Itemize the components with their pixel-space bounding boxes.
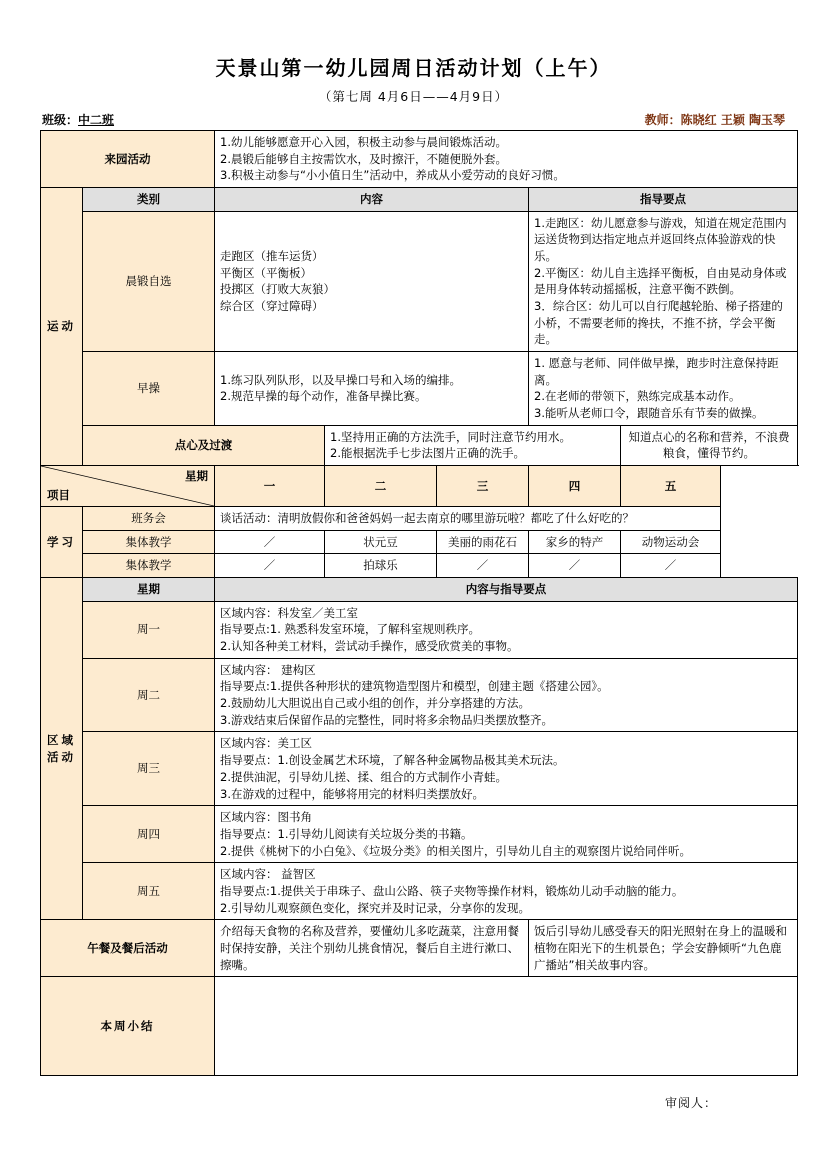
table-row-area-fri bbox=[41, 863, 798, 920]
class-value: 中二班 bbox=[78, 113, 115, 127]
table-row-study-header bbox=[41, 466, 798, 507]
area-content-1-line-2: 指导要点:1. 熟悉科发室环境，了解科室规则秩序。 bbox=[220, 622, 480, 637]
arrival-line-1: 1.幼儿能够愿意开心入园，积极主动参与晨间锻炼活动。 bbox=[220, 135, 507, 149]
study-row-3-cell-5: ／ bbox=[621, 554, 721, 578]
area-content-4-line-2: 指导要点：1.引导幼儿阅读有关垃圾分类的书籍。 bbox=[220, 826, 473, 841]
lunch-row-label: 午餐及餐后活动 bbox=[41, 920, 215, 977]
transition-guide: 知道点心的名称和营养，不浪费粮食，懂得节约。 bbox=[621, 425, 798, 465]
sport-guide-1-line-1: 1.走跑区：幼儿愿意参与游戏，知道在规定范围内运送货物到达指定地点并返回终点体验游戏的快乐。 bbox=[534, 215, 787, 264]
weekday-3: 三 bbox=[437, 466, 529, 507]
summary-content[interactable] bbox=[215, 977, 798, 1076]
area-content-1 bbox=[215, 601, 798, 658]
page-subtitle: （第七周 4月6日——4月9日） bbox=[318, 89, 509, 104]
table-row-area-thu bbox=[41, 806, 798, 863]
area-content-3 bbox=[215, 732, 798, 806]
area-content-5 bbox=[215, 863, 798, 920]
weekday-1: 一 bbox=[215, 466, 325, 507]
sport-content-2-line-1: 1.练习队列队形，以及早操口号和入场的编排。 bbox=[220, 372, 461, 387]
area-content-5-line-2: 指导要点:1.提供关于串珠子、盘山公路、筷子夹物等操作材料，锻炼幼儿动手动脑的能力。 bbox=[220, 883, 684, 898]
sport-header-content: 内容 bbox=[215, 188, 529, 212]
teacher-meta bbox=[645, 111, 785, 128]
sport-guide-1 bbox=[529, 211, 798, 351]
area-header-day: 星期 bbox=[83, 578, 215, 602]
study-row-2-cell-2: 状元豆 bbox=[325, 530, 437, 554]
lunch-left-content: 介绍每天食物的名称及营养，要懂幼儿多吃蔬菜，注意用餐时保持安静，关注个别幼儿挑食情况，餐后自主进行漱口、擦嘴。 bbox=[215, 920, 529, 977]
study-item-label-2: 集体教学 bbox=[83, 530, 215, 554]
table-row-area-mon bbox=[41, 601, 798, 658]
area-content-2-line-1: 区域内容： 建构区 bbox=[220, 662, 316, 677]
sport-guide-2 bbox=[529, 352, 798, 426]
area-content-4-line-3: 2.提供《桃树下的小白兔》、《垃圾分类》的相关图片，引导幼儿自主的观察图片说给同伴听。 bbox=[220, 843, 691, 858]
study-row-2-cell-5: 动物运动会 bbox=[621, 530, 721, 554]
area-day-1: 周一 bbox=[83, 601, 215, 658]
area-content-2-line-4: 3.游戏结束后保留作品的完整性，同时将多余物品归类摆放整齐。 bbox=[220, 712, 553, 727]
area-content-2-line-3: 2.鼓励幼儿大胆说出自己或小组的创作，并分享搭建的方法。 bbox=[220, 696, 530, 711]
arrival-line-3: 3.积极主动参与“小小值日生”活动中，养成从小爱劳动的良好习惯。 bbox=[220, 168, 565, 183]
weekday-2: 二 bbox=[325, 466, 437, 507]
lunch-right-content: 饭后引导幼儿感受春天的阳光照射在身上的温暖和植物在阳光下的生机景色；学会安静倾听“九色鹿广播站”相关故事内容。 bbox=[529, 920, 798, 977]
plan-table bbox=[40, 130, 798, 1076]
study-row-3-cell-3: ／ bbox=[437, 554, 529, 578]
area-content-1-line-3: 2.认知各种美工材料，尝试动手操作，感受欣赏美的事物。 bbox=[220, 639, 519, 654]
study-row-3-cell-4: ／ bbox=[529, 554, 621, 578]
sport-content-1 bbox=[215, 211, 529, 351]
area-day-3: 周三 bbox=[83, 732, 215, 806]
study-row-2-cell-1: ／ bbox=[215, 530, 325, 554]
sport-guide-2-line-1: 1. 愿意与老师、同伴做早操，跑步时注意保持距离。 bbox=[534, 356, 779, 387]
study-row-label: 学习 bbox=[41, 507, 83, 578]
area-content-3-line-3: 2.提供油泥，引导幼儿搓、揉、组合的方式制作小青蛙。 bbox=[220, 769, 507, 784]
table-row-weekly-summary bbox=[41, 977, 798, 1076]
transition-content-line-2: 2.能根据洗手七步法图片正确的洗手。 bbox=[330, 446, 525, 461]
study-row-2-cell-4: 家乡的特产 bbox=[529, 530, 621, 554]
table-row-transition bbox=[41, 425, 798, 465]
sport-header-category: 类别 bbox=[83, 188, 215, 212]
sport-content-1-line-4: 综合区（穿过障碍） bbox=[220, 299, 324, 314]
teacher-label: 教师： bbox=[644, 113, 681, 127]
study-row-3-cell-1: ／ bbox=[215, 554, 325, 578]
arrival-row-label: 来园活动 bbox=[41, 131, 215, 188]
class-label: 班级： bbox=[42, 113, 79, 127]
area-day-2: 周二 bbox=[83, 658, 215, 732]
area-content-3-line-4: 3.在游戏的过程中，能够将用完的材料归类摆放好。 bbox=[220, 786, 484, 801]
reviewer-footer: 审阅人： bbox=[664, 1096, 717, 1111]
table-row-group-teaching-1 bbox=[41, 530, 798, 554]
table-row-morning-drill bbox=[41, 352, 798, 426]
area-content-3-line-2: 指导要点：1.创设金属艺术环境，了解各种金属物品极其美术玩法。 bbox=[220, 753, 565, 768]
sport-guide-1-line-2: 2.平衡区：幼儿自主选择平衡板，自由晃动身体或是用身体转动摇摇板，注意平衡不跌倒。 bbox=[534, 265, 787, 297]
table-row-sport-header bbox=[41, 188, 798, 212]
table-row-class-meeting bbox=[41, 507, 798, 531]
study-corner-project-label: 项目 bbox=[47, 488, 70, 503]
area-content-5-line-3: 2.引导幼儿观察颜色变化，探究并及时记录，分享你的发现。 bbox=[220, 900, 530, 915]
table-row-arrival bbox=[41, 131, 798, 188]
study-corner-cell bbox=[41, 466, 215, 507]
transition-content bbox=[325, 425, 621, 465]
sport-category-1: 晨锻自选 bbox=[83, 211, 215, 351]
arrival-line-2: 2.晨锻后能够自主按需饮水，及时擦汗，不随便脱外套。 bbox=[220, 151, 507, 166]
page-title: 天景山第一幼儿园周日活动计划（上午） bbox=[215, 56, 612, 80]
study-row-1-merged: 谈话活动：清明放假你和爸爸妈妈一起去南京的哪里游玩啦？都吃了什么好吃的？ bbox=[215, 507, 721, 531]
area-row-label: 区域活动 bbox=[41, 578, 83, 920]
transition-row-label: 点心及过渡 bbox=[83, 425, 325, 465]
transition-content-line-1: 1.坚持用正确的方法洗手，同时注意节约用水。 bbox=[330, 429, 571, 444]
area-content-1-line-1: 区域内容：科发室／美工室 bbox=[220, 605, 358, 620]
sport-content-1-line-2: 平衡区（平衡板） bbox=[220, 265, 312, 280]
sport-content-2-line-2: 2.规范早操的每个动作，准备早操比赛。 bbox=[220, 389, 427, 404]
study-row-3-cell-2: 拍球乐 bbox=[325, 554, 437, 578]
table-row-group-teaching-2 bbox=[41, 554, 798, 578]
table-row-area-tue bbox=[41, 658, 798, 732]
table-row-area-header bbox=[41, 578, 798, 602]
sport-guide-2-line-2: 2.在老师的带领下，熟练完成基本动作。 bbox=[534, 389, 741, 404]
study-item-label-1: 班务会 bbox=[83, 507, 215, 531]
sport-row-label: 运动 bbox=[41, 188, 83, 466]
table-row-lunch bbox=[41, 920, 798, 977]
summary-label: 本周小结 bbox=[41, 977, 215, 1076]
area-content-2 bbox=[215, 658, 798, 732]
sport-guide-1-line-3: 3．综合区：幼儿可以自行爬越轮胎、梯子搭建的小桥，不需要老师的搀扶，不推不挤，学会平衡走。 bbox=[534, 299, 783, 347]
sport-header-guide: 指导要点 bbox=[529, 188, 798, 212]
table-row-area-wed bbox=[41, 732, 798, 806]
area-day-4: 周四 bbox=[83, 806, 215, 863]
sport-content-1-line-3: 投掷区（打败大灰狼） bbox=[220, 282, 335, 297]
area-header-content: 内容与指导要点 bbox=[215, 578, 798, 602]
area-content-2-line-2: 指导要点:1.提供各种形状的建筑物造型图片和模型，创建主题《搭建公园》。 bbox=[220, 679, 609, 694]
sport-guide-2-line-3: 3.能听从老师口令，跟随音乐有节奏的做操。 bbox=[534, 406, 764, 421]
study-item-label-3: 集体教学 bbox=[83, 554, 215, 578]
weekday-4: 四 bbox=[529, 466, 621, 507]
sport-content-1-line-1: 走跑区（推车运货） bbox=[220, 249, 324, 264]
sport-content-2 bbox=[215, 352, 529, 426]
sport-category-2: 早操 bbox=[83, 352, 215, 426]
meta-row bbox=[40, 111, 787, 128]
area-content-4-line-1: 区域内容：图书角 bbox=[220, 810, 312, 825]
study-row-2-cell-3: 美丽的雨花石 bbox=[437, 530, 529, 554]
area-content-4 bbox=[215, 806, 798, 863]
class-meta bbox=[42, 111, 114, 128]
area-content-5-line-1: 区域内容： 益智区 bbox=[220, 867, 316, 882]
area-content-3-line-1: 区域内容：美工区 bbox=[220, 736, 312, 751]
arrival-content bbox=[215, 131, 798, 188]
teacher-value: 陈晓红 王颖 陶玉琴 bbox=[680, 113, 785, 127]
weekday-5: 五 bbox=[621, 466, 721, 507]
area-day-5: 周五 bbox=[83, 863, 215, 920]
study-corner-weekday-label: 星期 bbox=[185, 469, 208, 484]
